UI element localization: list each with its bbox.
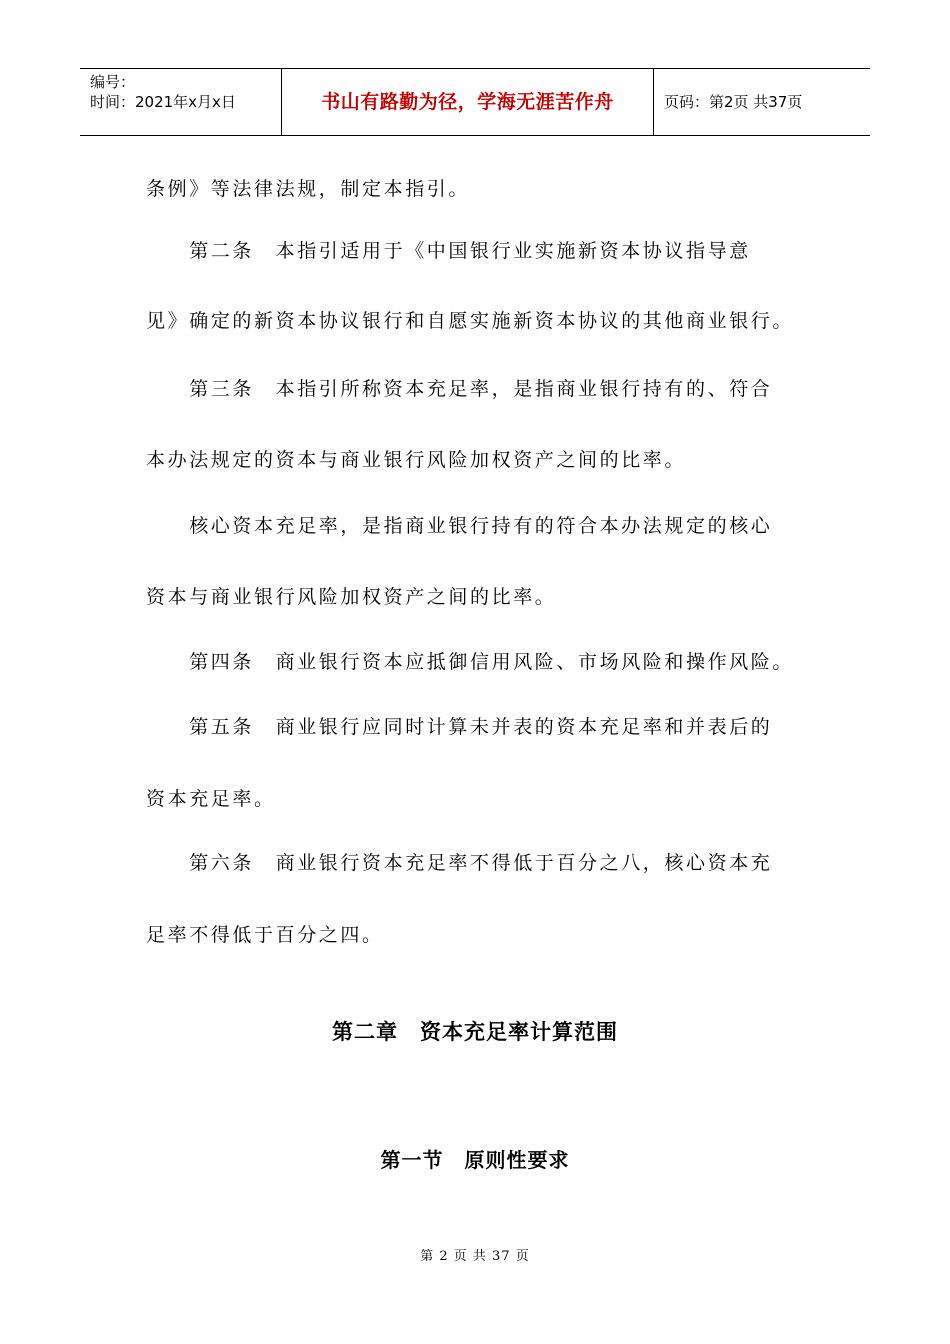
header-meta (80, 69, 282, 135)
body-line-6: 核心资本充足率，是指商业银行持有的符合本办法规定的核心 (146, 515, 773, 537)
chapter-title: 第二章 资本充足率计算范围 (332, 1020, 618, 1044)
body-line-3: 见》确定的新资本协议银行和自愿实施新资本协议的其他商业银行。 (146, 310, 795, 332)
page-footer: 第 2 页 共 37 页 (420, 1249, 530, 1264)
body-line-5: 本办法规定的资本与商业银行风险加权资产之间的比率。 (146, 449, 687, 471)
body-line-1: 条例》等法律法规，制定本指引。 (146, 178, 471, 200)
body-line-12: 足率不得低于百分之四。 (146, 924, 384, 946)
section-title: 第一节 原则性要求 (380, 1148, 570, 1172)
header-motto: 书山有路勤为径，学海无涯苦作舟 (282, 69, 654, 135)
body-line-11: 第六条 商业银行资本充足率不得低于百分之八，核心资本充 (146, 852, 773, 874)
header-number: 编号： (90, 73, 136, 91)
body-line-8: 第四条 商业银行资本应抵御信用风险、市场风险和操作风险。 (146, 651, 795, 673)
header-page-info: 页码：第2页 共37页 (664, 93, 803, 111)
body-line-4: 第三条 本指引所称资本充足率，是指商业银行持有的、符合 (146, 378, 773, 400)
body-line-10: 资本充足率。 (146, 788, 276, 810)
page-header (80, 68, 870, 136)
header-time: 时间：2021年x月x日 (90, 93, 236, 111)
body-line-9: 第五条 商业银行应同时计算未并表的资本充足率和并表后的 (146, 716, 773, 738)
body-line-7: 资本与商业银行风险加权资产之间的比率。 (146, 586, 557, 608)
body-line-2: 第二条 本指引适用于《中国银行业实施新资本协议指导意 (146, 240, 751, 262)
